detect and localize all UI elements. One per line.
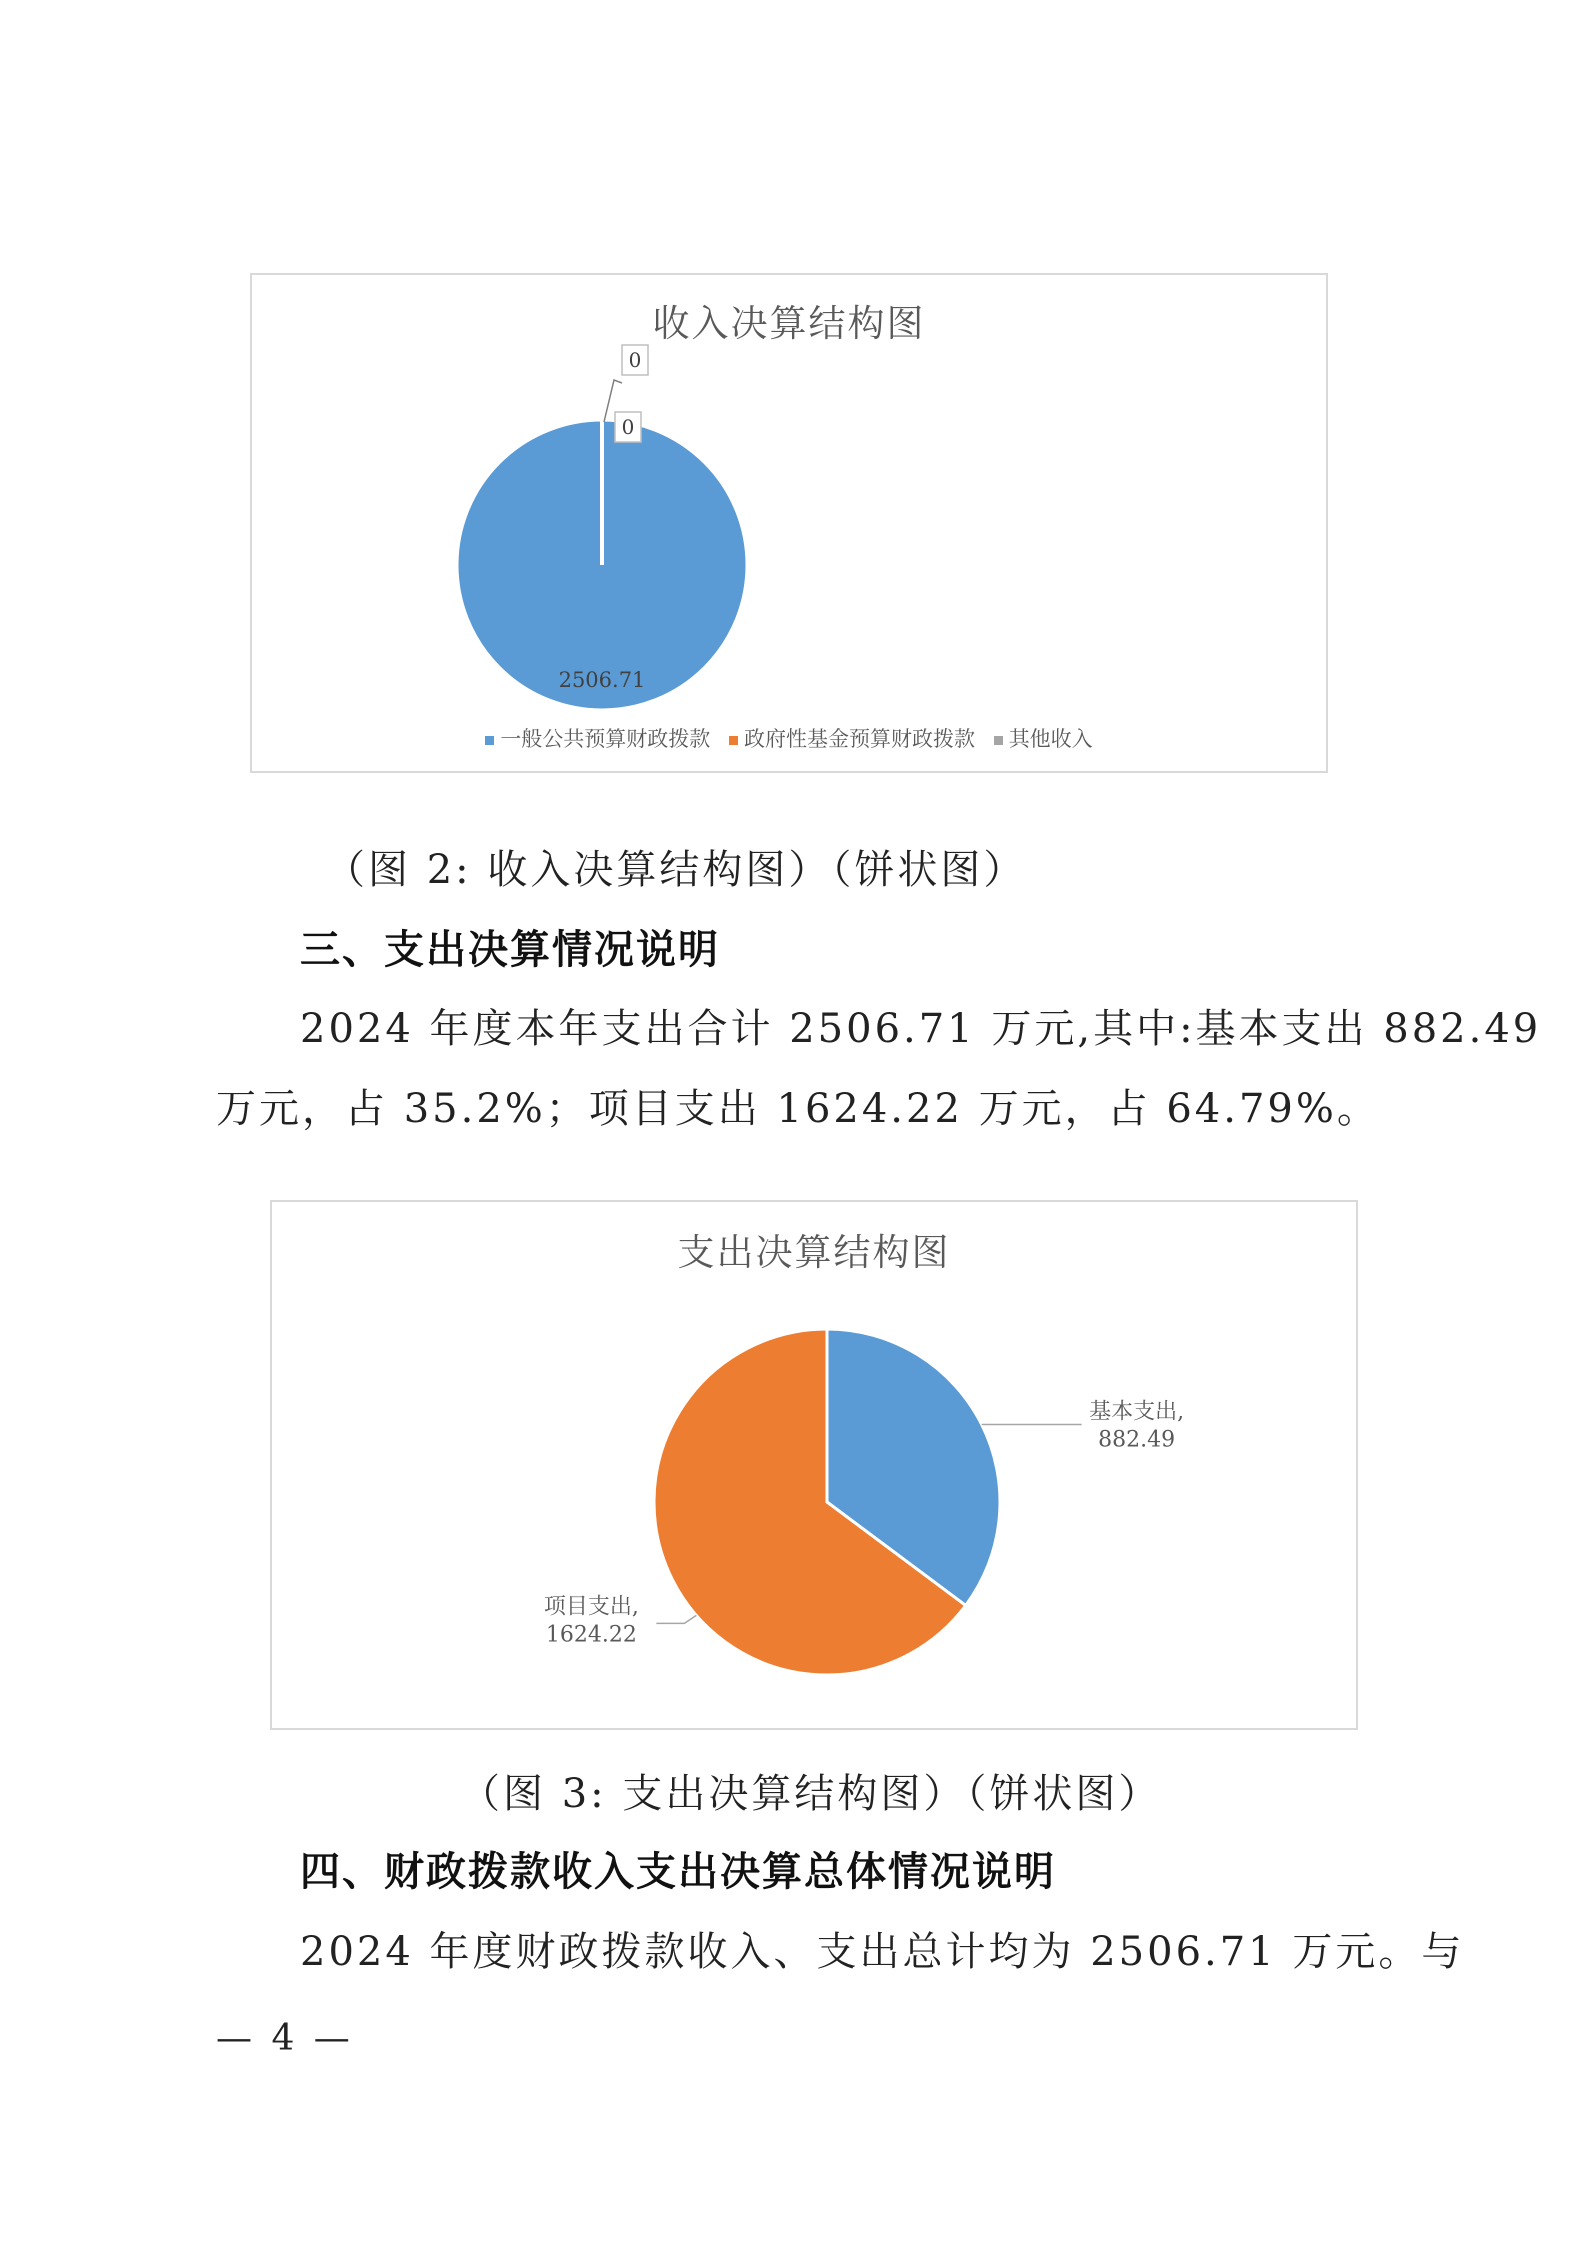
legend-item <box>485 723 710 753</box>
chart-title: 支出决算结构图 <box>677 1231 951 1274</box>
data-label: 0 <box>621 415 635 439</box>
expenditure-structure-chart <box>270 1200 1358 1730</box>
income-structure-chart <box>250 273 1328 773</box>
chart-title: 收入决算结构图 <box>652 302 926 345</box>
data-label: 0 <box>628 348 642 372</box>
legend-swatch <box>485 736 494 745</box>
section4-paragraph-line1: 2024 年度财政拨款收入、支出总计均为 2506.71 万元。与 <box>300 1929 1465 1975</box>
chart-legend <box>252 723 1326 753</box>
data-label: 882.49 <box>1098 1427 1176 1453</box>
leader-line <box>656 1615 696 1623</box>
section3-heading: 三、支出决算情况说明 <box>300 927 720 973</box>
page-number: — 4 — <box>216 2018 354 2059</box>
data-label: 2506.71 <box>558 668 646 692</box>
legend-item <box>994 723 1093 753</box>
section4-heading: 四、财政拨款收入支出决算总体情况说明 <box>300 1849 1056 1895</box>
section3-paragraph-line1: 2024 年度本年支出合计 2506.71 万元,其中:基本支出 882.49 <box>300 1006 1542 1052</box>
data-label: 1624.22 <box>545 1622 637 1648</box>
data-label: 项目支出, <box>543 1594 639 1620</box>
figure3-caption: （图 3: 支出决算结构图）（饼状图） <box>460 1771 1162 1817</box>
income-pie-svg <box>252 275 1330 775</box>
expenditure-pie-svg <box>272 1202 1360 1732</box>
legend-label: 政府性基金预算财政拨款 <box>744 727 975 751</box>
figure2-caption: （图 2: 收入决算结构图）（饼状图） <box>325 847 1027 893</box>
section3-paragraph-line2: 万元，占 35.2%；项目支出 1624.22 万元，占 64.79%。 <box>216 1086 1380 1132</box>
legend-item <box>729 723 975 753</box>
legend-label: 其他收入 <box>1008 727 1093 751</box>
legend-swatch <box>729 736 738 745</box>
legend-label: 一般公共预算财政拨款 <box>500 727 711 751</box>
legend-swatch <box>994 736 1003 745</box>
data-label: 基本支出, <box>1089 1399 1185 1425</box>
